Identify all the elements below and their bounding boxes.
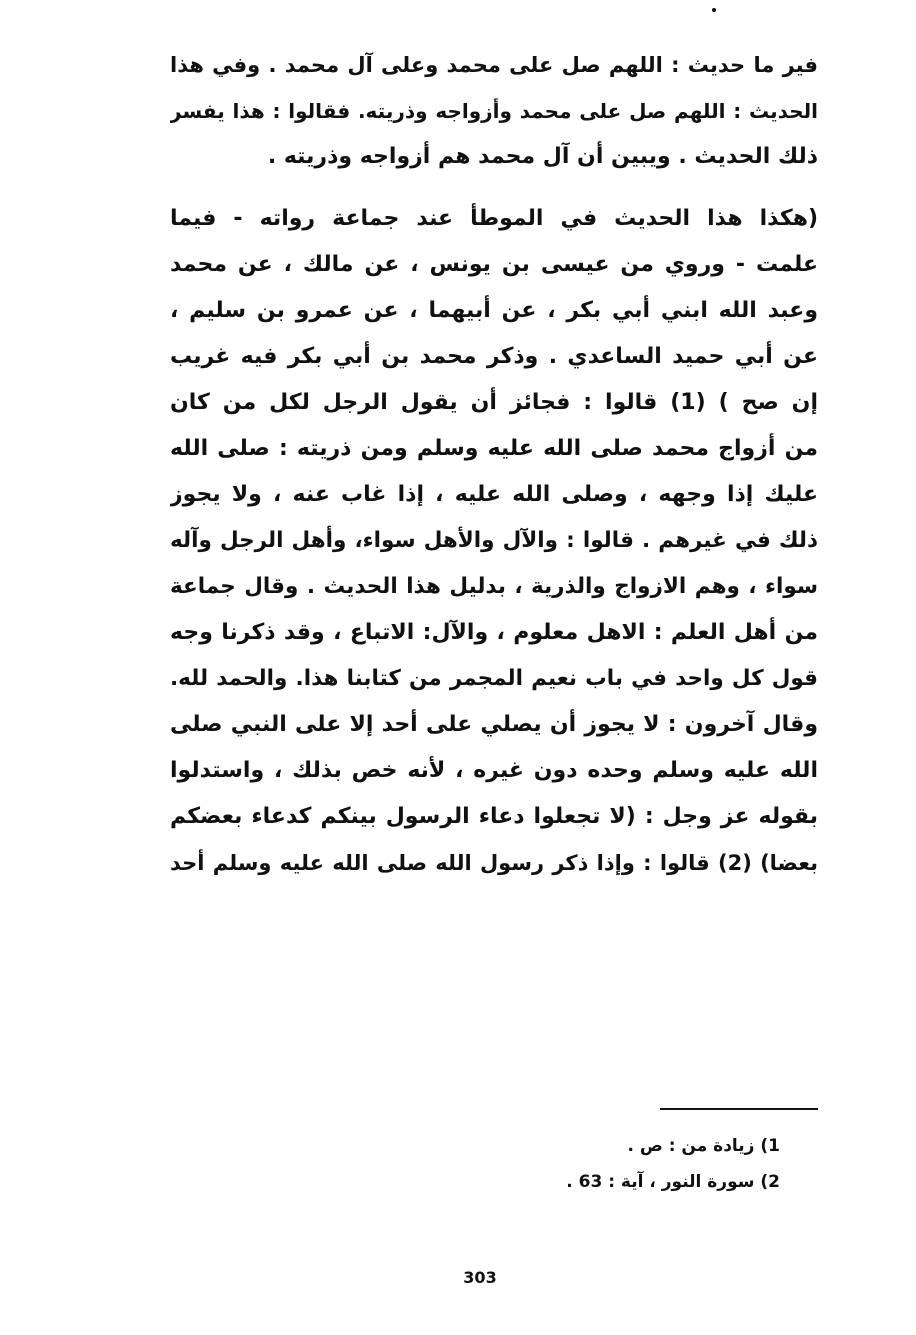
text-line: ذلك في غيرهم . قالوا : والآل والأهل سواء، وأهل الرجل وآله	[170, 528, 818, 553]
text-line: بقوله عز وجل : (لا تجعلوا دعاء الرسول بينكم كدعاء بعضكم	[170, 804, 818, 829]
text-line: الحديث : اللهم صل على محمد وأزواجه وذريته. فقالوا : هذا يفسر	[170, 99, 818, 123]
footnote-2: 2) سورة النور ، آية : 63 .	[566, 1172, 780, 1192]
footnote-divider	[660, 1108, 818, 1110]
text-line: عن أبي حميد الساعدي . وذكر محمد بن أبي بكر فيه غريب	[170, 344, 818, 369]
text-line: قول كل واحد في باب نعيم المجمر من كتابنا هذا. والحمد لله.	[170, 666, 818, 691]
text-line: الله عليه وسلم وحده دون غيره ، لأنه خص بذلك ، واستدلوا	[170, 758, 818, 783]
text-line: علمت - وروي من عيسى بن يونس ، عن مالك ، عن محمد	[170, 252, 818, 277]
text-line: سواء ، وهم الازواج والذرية ، بدليل هذا الحديث . وقال جماعة	[170, 574, 818, 599]
text-line: ذلك الحديث . ويبين أن آل محمد هم أزواجه وذريته .	[267, 144, 818, 169]
text-line: إن صح ) (1) قالوا : فجائز أن يقول الرجل لكل من كان	[170, 390, 818, 415]
text-line: وقال آخرون : لا يجوز أن يصلي على أحد إلا على النبي صلى	[170, 712, 818, 737]
paragraph-2	[170, 196, 818, 886]
page-number: 303	[463, 1268, 497, 1287]
text-line: بعضا) (2) قالوا : وإذا ذكر رسول الله صلى الله عليه وسلم أحد	[170, 851, 818, 875]
text-line: من أهل العلم : الاهل معلوم ، والآل: الاتباع ، وقد ذكرنا وجه	[170, 620, 818, 645]
footnote-1: 1) زيادة من : ص .	[627, 1136, 780, 1156]
footnotes	[520, 1128, 780, 1200]
text-line: من أزواج محمد صلى الله عليه وسلم ومن ذريته : صلى الله	[170, 436, 818, 461]
text-line: عليك إذا وجهه ، وصلى الله عليه ، إذا غاب عنه ، ولا يجوز	[170, 482, 818, 507]
text-line: فير ما حديث : اللهم صل على محمد وعلى آل محمد . وفي هذا	[170, 53, 818, 77]
ink-speck	[712, 8, 716, 12]
paragraph-1	[170, 42, 818, 180]
text-line: (هكذا هذا الحديث في الموطأ عند جماعة رواته - فيما	[170, 206, 818, 231]
text-line: وعبد الله ابني أبي بكر ، عن أبيهما ، عن عمرو بن سليم ،	[170, 298, 818, 323]
